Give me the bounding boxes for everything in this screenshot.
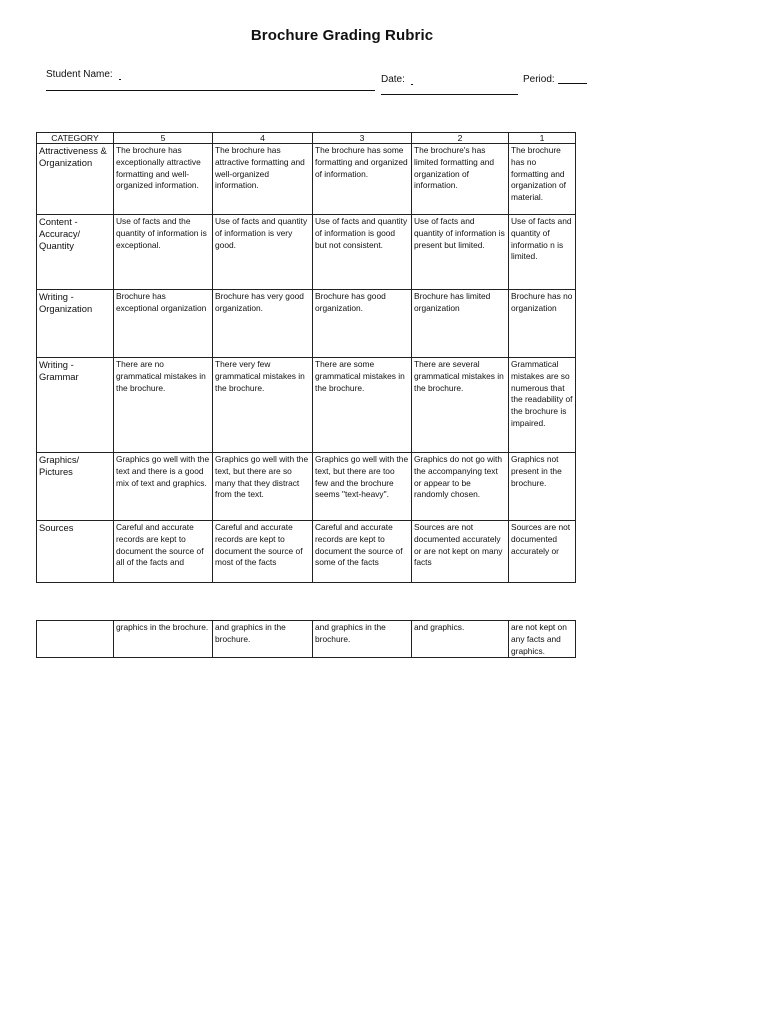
rubric-table-continuation [36,620,576,658]
header-score-1: 1 [509,133,576,144]
criteria-cell: Sources are not documented accurately or [509,521,576,583]
criteria-cell: Careful and accurate records are kept to document the source of most of the facts [213,521,313,583]
date-line[interactable] [381,94,518,95]
criteria-cell: The brochure has some formatting and organized of information. [313,144,412,215]
criteria-cell: and graphics in the brochure. [313,621,412,658]
criteria-cell: Brochure has exceptional organization [114,290,213,358]
criteria-cell: Sources are not documented accurately or are not kept on many facts [412,521,509,583]
category-cell: Attractiveness & Organization [37,144,114,215]
table-row [37,290,576,358]
criteria-cell: There are several grammatical mistakes in the brochure. [412,358,509,453]
criteria-cell: Brochure has limited organization [412,290,509,358]
header-category: CATEGORY [37,133,114,144]
category-cell: Sources [37,521,114,583]
criteria-cell: Use of facts and quantity of information is present but limited. [412,215,509,290]
period-label: Period: [523,74,555,85]
category-cell: Content - Accuracy/ Quantity [37,215,114,290]
criteria-cell: There very few grammatical mistakes in the brochure. [213,358,313,453]
table-row [37,621,576,658]
header-score-4: 4 [213,133,313,144]
criteria-cell: are not kept on any facts and graphics. [509,621,576,658]
date-label: Date: [381,74,405,85]
criteria-cell: Use of facts and quantity of informatio n is limited. [509,215,576,290]
student-name-label: Student Name: [46,69,113,80]
criteria-cell: graphics in the brochure. [114,621,213,658]
date-tick [411,84,413,85]
criteria-cell: Careful and accurate records are kept to document the source of some of the facts [313,521,412,583]
rubric-table [36,132,576,583]
category-cell [37,621,114,658]
criteria-cell: Use of facts and the quantity of information is exceptional. [114,215,213,290]
table-row [37,521,576,583]
criteria-cell: Graphics go well with the text, but there are so many that they distract from the text. [213,453,313,521]
student-name-line[interactable] [46,90,375,91]
criteria-cell: The brochure has no formatting and organization of material. [509,144,576,215]
criteria-cell: Brochure has no organization [509,290,576,358]
page-title: Brochure Grading Rubric [250,27,434,44]
category-cell: Writing - Organization [37,290,114,358]
criteria-cell: The brochure has exceptionally attractive formatting and well-organized information. [114,144,213,215]
criteria-cell: Use of facts and quantity of information is good but not consistent. [313,215,412,290]
table-row [37,453,576,521]
criteria-cell: Brochure has very good organization. [213,290,313,358]
criteria-cell: Graphics do not go with the accompanying text or appear to be randomly chosen. [412,453,509,521]
criteria-cell: The brochure's has limited formatting and organization of information. [412,144,509,215]
criteria-cell: Graphics go well with the text, but there are too few and the brochure seems "text-heavy". [313,453,412,521]
criteria-cell: Careful and accurate records are kept to document the source of all of the facts and [114,521,213,583]
criteria-cell: Grammatical mistakes are so numerous that the readability of the brochure is impaired. [509,358,576,453]
table-row [37,144,576,215]
table-row [37,358,576,453]
criteria-cell: The brochure has attractive formatting and well-organized information. [213,144,313,215]
criteria-cell: and graphics in the brochure. [213,621,313,658]
criteria-cell: Use of facts and quantity of information is very good. [213,215,313,290]
criteria-cell: Graphics not present in the brochure. [509,453,576,521]
criteria-cell: Brochure has good organization. [313,290,412,358]
category-cell: Writing - Grammar [37,358,114,453]
criteria-cell: and graphics. [412,621,509,658]
student-name-tick [119,79,121,80]
header-score-2: 2 [412,133,509,144]
header-score-5: 5 [114,133,213,144]
period-line[interactable] [558,83,587,84]
criteria-cell: There are no grammatical mistakes in the brochure. [114,358,213,453]
criteria-cell: Graphics go well with the text and there is a good mix of text and graphics. [114,453,213,521]
header-row [37,133,576,144]
category-cell: Graphics/ Pictures [37,453,114,521]
criteria-cell: There are some grammatical mistakes in the brochure. [313,358,412,453]
table-row [37,215,576,290]
header-score-3: 3 [313,133,412,144]
